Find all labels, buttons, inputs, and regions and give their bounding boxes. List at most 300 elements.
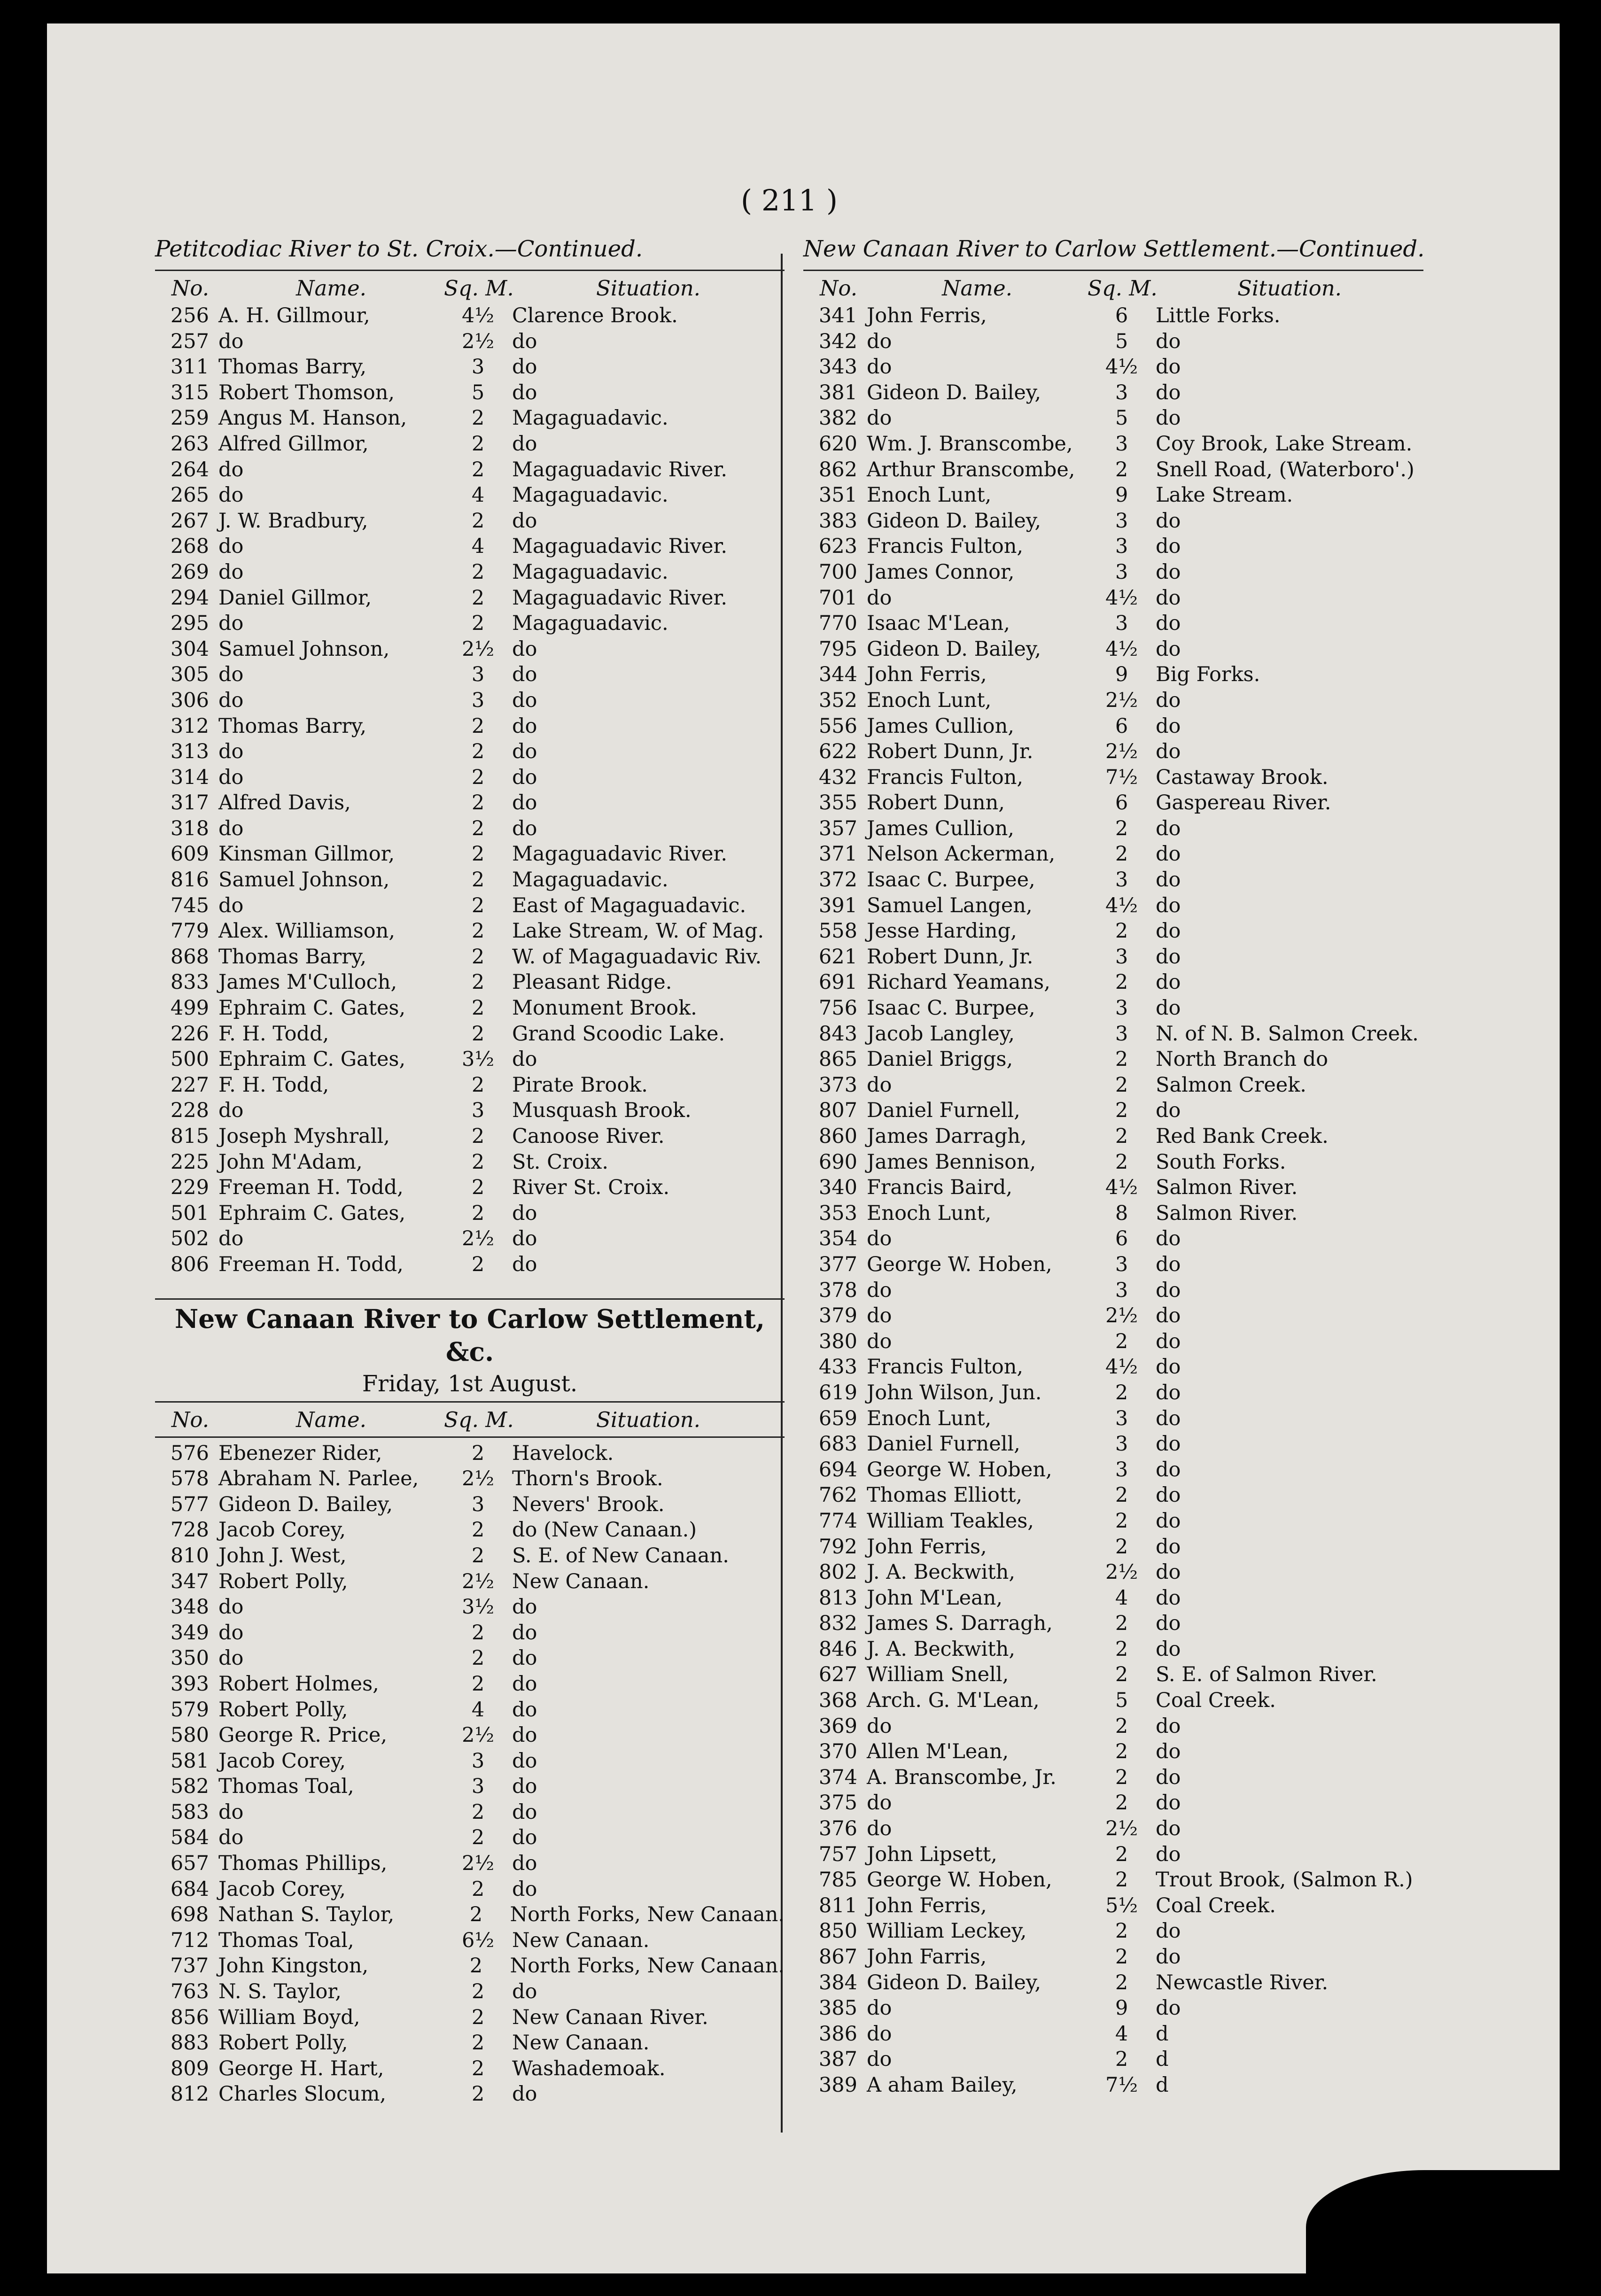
grantee-name: George W. Hoben,: [867, 1252, 1052, 1276]
lot-number: 259: [170, 406, 209, 430]
situation: do: [1156, 612, 1181, 636]
situation: Lake Stream, W. of Mag.: [512, 919, 764, 943]
grantee-name: Robert Dunn,: [867, 791, 1005, 815]
square-miles: 2: [1115, 458, 1128, 481]
grantee-name: John Lipsett,: [867, 1842, 997, 1866]
table-row: [155, 1201, 785, 1226]
square-miles: 3: [471, 688, 485, 712]
situation: do: [512, 765, 537, 789]
grantee-name: Jacob Langley,: [867, 1022, 1015, 1046]
situation: Magaguadavic.: [512, 612, 668, 636]
square-miles: 2½: [461, 329, 495, 353]
grantee-name: do: [867, 2048, 892, 2071]
square-miles: 2: [471, 1826, 485, 1850]
grantee-name: James Cullion,: [867, 714, 1014, 738]
grantee-name: do: [218, 765, 244, 789]
table-row: [803, 534, 1423, 559]
situation: do: [1156, 1637, 1181, 1661]
lot-number: 576: [170, 1441, 209, 1465]
square-miles: 2: [1115, 1791, 1128, 1815]
table-row: [155, 1175, 785, 1201]
lot-number: 352: [818, 688, 857, 712]
lot-number: 313: [170, 740, 209, 764]
lot-number: 757: [818, 1842, 857, 1866]
grantee-name: John J. West,: [218, 1544, 347, 1567]
square-miles: 2: [471, 509, 485, 533]
table-row: [803, 1893, 1423, 1919]
grantee-name: John M'Adam,: [218, 1150, 363, 1174]
square-miles: 2: [469, 1954, 483, 1978]
left2-rows: [155, 1441, 785, 2107]
header-name: Name.: [942, 276, 1012, 301]
lot-number: 318: [170, 816, 209, 840]
grantee-name: do: [867, 1073, 892, 1097]
situation: do: [1156, 1227, 1181, 1251]
table-row: [803, 508, 1423, 534]
situation: do: [1156, 842, 1181, 866]
square-miles: 2: [471, 1877, 485, 1901]
square-miles: 4½: [1105, 1355, 1138, 1379]
lot-number: 347: [170, 1569, 209, 1593]
square-miles: 2: [471, 714, 485, 738]
situation: do: [1156, 970, 1181, 994]
grantee-name: Thomas Elliott,: [867, 1483, 1023, 1507]
table-row: [803, 1380, 1423, 1406]
table-row: [155, 1543, 785, 1569]
table-row: [803, 1072, 1423, 1098]
table-row: [155, 1645, 785, 1671]
lot-number: 683: [818, 1432, 857, 1456]
square-miles: 2½: [461, 1569, 495, 1593]
grantee-name: do: [867, 406, 892, 430]
table-row: [155, 1748, 785, 1774]
grantee-name: A. H. Gillmour,: [218, 304, 370, 327]
grantee-name: Alfred Davis,: [218, 791, 351, 815]
situation: do: [1156, 1586, 1181, 1610]
lot-number: 700: [818, 560, 857, 584]
page-number: ( 211 ): [740, 183, 838, 217]
situation: do: [1156, 919, 1181, 943]
situation: do: [512, 1201, 537, 1225]
lot-number: 375: [818, 1791, 857, 1815]
lot-number: 883: [170, 2031, 209, 2055]
table-row: [155, 714, 785, 739]
situation: East of Magaguadavic.: [512, 893, 746, 917]
grantee-name: William Teakles,: [867, 1509, 1034, 1533]
lot-number: 691: [818, 970, 857, 994]
square-miles: 2: [1115, 1150, 1128, 1174]
lot-number: 380: [818, 1329, 857, 1353]
left-section-title: Petitcodiac River to St. Croix.—Continued.: [155, 236, 643, 262]
situation: do: [1156, 1535, 1181, 1559]
situation: New Canaan.: [512, 1928, 650, 1952]
square-miles: 2: [471, 406, 485, 430]
header-no: No.: [171, 1407, 209, 1432]
lot-number: 344: [818, 663, 857, 687]
grantee-name: Alex. Williamson,: [218, 919, 396, 943]
grantee-name: do: [867, 355, 892, 379]
lot-number: 577: [170, 1492, 209, 1516]
square-miles: 2: [471, 586, 485, 610]
lot-number: 756: [818, 996, 857, 1020]
grantee-name: Enoch Lunt,: [867, 1201, 992, 1225]
lot-number: 306: [170, 688, 209, 712]
lot-number: 621: [818, 945, 857, 969]
square-miles: 2: [471, 1518, 485, 1542]
situation: do: [512, 1621, 537, 1644]
square-miles: 2: [471, 1800, 485, 1824]
situation: do: [1156, 1252, 1181, 1276]
square-miles: 3: [471, 355, 485, 379]
grantee-name: Isaac C. Burpee,: [867, 868, 1035, 892]
situation: do: [1156, 637, 1181, 661]
lot-number: 815: [170, 1125, 209, 1148]
square-miles: 3: [1115, 1406, 1128, 1430]
situation: do: [1156, 1509, 1181, 1533]
situation: Magaguadavic River.: [512, 842, 728, 866]
lot-number: 383: [818, 509, 857, 533]
grantee-name: John Ferris,: [867, 304, 987, 327]
situation: do: [1156, 1842, 1181, 1866]
square-miles: 2: [471, 1672, 485, 1696]
grantee-name: Samuel Langen,: [867, 893, 1033, 917]
lot-number: 813: [818, 1586, 857, 1610]
table-row: [155, 1620, 785, 1646]
grantee-name: James Bennison,: [867, 1150, 1036, 1174]
situation: Big Forks.: [1156, 663, 1260, 687]
situation: Lake Stream.: [1156, 483, 1293, 507]
table-row: [803, 1995, 1423, 2021]
lot-number: 357: [818, 816, 857, 840]
situation: Thorn's Brook.: [512, 1467, 663, 1491]
situation: do: [512, 355, 537, 379]
grantee-name: Ebenezer Rider,: [218, 1441, 382, 1465]
square-miles: 3: [1115, 996, 1128, 1020]
grantee-name: Robert Dunn, Jr.: [867, 945, 1034, 969]
situation: do: [1156, 1612, 1181, 1636]
lot-number: 377: [818, 1252, 857, 1276]
table-row: [155, 431, 785, 457]
situation: do: [1156, 945, 1181, 969]
table-row: [155, 816, 785, 842]
grantee-name: Gideon D. Bailey,: [867, 637, 1041, 661]
situation: do: [512, 432, 537, 456]
lot-number: 343: [818, 355, 857, 379]
grantee-name: Jacob Corey,: [218, 1518, 346, 1542]
table-row: [803, 995, 1423, 1021]
square-miles: 2: [471, 2056, 485, 2080]
table-row: [155, 1569, 785, 1595]
situation: do: [1156, 868, 1181, 892]
lot-number: 351: [818, 483, 857, 507]
situation: do: [1156, 714, 1181, 738]
square-miles: 3: [1115, 380, 1128, 404]
situation: Clarence Brook.: [512, 304, 678, 327]
square-miles: 3: [1115, 868, 1128, 892]
lot-number: 812: [170, 2082, 209, 2106]
lot-number: 578: [170, 1467, 209, 1491]
square-miles: 2½: [461, 637, 495, 661]
square-miles: 4: [471, 483, 485, 507]
square-miles: 3: [471, 1749, 485, 1773]
table-row: [155, 918, 785, 944]
table-row: [155, 970, 785, 995]
situation: do: [512, 791, 537, 815]
situation: Salmon Creek.: [1156, 1073, 1306, 1097]
square-miles: 9: [1115, 1996, 1128, 2020]
lot-number: 623: [818, 535, 857, 558]
situation: do: [512, 509, 537, 533]
table-row: [155, 841, 785, 867]
situation: Canoose River.: [512, 1125, 665, 1148]
square-miles: 2½: [461, 1467, 495, 1491]
square-miles: 2: [1115, 1842, 1128, 1866]
grantee-name: do: [218, 1826, 244, 1850]
lot-number: 294: [170, 586, 209, 610]
table-row: [803, 1329, 1423, 1355]
square-miles: 4: [471, 535, 485, 558]
situation: do: [512, 663, 537, 687]
situation: N. of N. B. Salmon Creek.: [1156, 1022, 1419, 1046]
grantee-name: do: [867, 2022, 892, 2046]
lot-number: 868: [170, 945, 209, 969]
square-miles: 4½: [1105, 1176, 1138, 1200]
square-miles: 4½: [1105, 893, 1138, 917]
grantee-name: Enoch Lunt,: [867, 688, 992, 712]
situation: Grand Scoodic Lake.: [512, 1022, 725, 1046]
grantee-name: James Connor,: [867, 560, 1015, 584]
grantee-name: George R. Price,: [218, 1723, 388, 1747]
square-miles: 2½: [1105, 1560, 1138, 1584]
table-row: [155, 1517, 785, 1543]
situation: do: [512, 1723, 537, 1747]
table-row: [155, 1021, 785, 1047]
square-miles: 3: [471, 1492, 485, 1516]
lot-number: 556: [818, 714, 857, 738]
table-row: [155, 559, 785, 585]
grantee-name: Robert Polly,: [218, 1698, 348, 1722]
situation: New Canaan.: [512, 1569, 650, 1593]
grantee-name: John Farris,: [867, 1945, 987, 1969]
header-no: No.: [820, 276, 857, 301]
situation: do: [1156, 1996, 1181, 2020]
situation: Magaguadavic.: [512, 868, 668, 892]
situation: Red Bank Creek.: [1156, 1125, 1329, 1148]
situation: do: [512, 1852, 537, 1876]
situation: do: [1156, 816, 1181, 840]
grantee-name: Samuel Johnson,: [218, 868, 390, 892]
table-row: [803, 739, 1423, 765]
table-row: [803, 431, 1423, 457]
table-row: [155, 380, 785, 406]
lot-number: 862: [818, 458, 857, 481]
lot-number: 311: [170, 355, 209, 379]
square-miles: 3: [1115, 1432, 1128, 1456]
lot-number: 622: [818, 740, 857, 764]
lot-number: 370: [818, 1740, 857, 1764]
situation: do: [1156, 740, 1181, 764]
table-row: [155, 1098, 785, 1124]
table-row: [155, 1851, 785, 1877]
lot-number: 228: [170, 1099, 209, 1123]
situation: do: [512, 1775, 537, 1799]
square-miles: 2: [471, 2082, 485, 2106]
lot-number: 386: [818, 2022, 857, 2046]
lot-number: 792: [818, 1535, 857, 1559]
table-row: [803, 1739, 1423, 1765]
lot-number: 833: [170, 970, 209, 994]
grantee-name: Joseph Myshrall,: [218, 1125, 390, 1148]
square-miles: 2: [471, 868, 485, 892]
subheading-rule: [155, 1401, 785, 1403]
section-rule: [155, 1298, 785, 1300]
square-miles: 2½: [1105, 688, 1138, 712]
table-row: [155, 688, 785, 714]
situation: Pirate Brook.: [512, 1073, 648, 1097]
table-row: [803, 1790, 1423, 1816]
grantee-name: do: [218, 1099, 244, 1123]
situation: Magaguadavic.: [512, 406, 668, 430]
table-row: [155, 1671, 785, 1697]
square-miles: 2: [471, 1621, 485, 1644]
situation: do: [1156, 1919, 1181, 1943]
grantee-name: do: [218, 1800, 244, 1824]
square-miles: 6: [1115, 1227, 1128, 1251]
table-row: [155, 585, 785, 611]
table-row: [803, 918, 1423, 944]
table-row: [155, 765, 785, 791]
lot-number: 373: [818, 1073, 857, 1097]
table-row: [803, 380, 1423, 406]
situation: do: [1156, 560, 1181, 584]
lot-number: 712: [170, 1928, 209, 1952]
lot-number: 348: [170, 1595, 209, 1619]
situation: do: [512, 1227, 537, 1251]
table-row: [803, 1149, 1423, 1175]
square-miles: 2: [1115, 1381, 1128, 1404]
header-situation: Situation.: [596, 1407, 700, 1432]
lot-number: 393: [170, 1672, 209, 1696]
situation: do: [512, 1646, 537, 1670]
square-miles: 2: [471, 612, 485, 636]
table-row: [803, 1637, 1423, 1662]
grantee-name: Arthur Branscombe,: [867, 458, 1075, 481]
situation: do: [512, 688, 537, 712]
lot-number: 384: [818, 1970, 857, 1994]
situation: do: [512, 1252, 537, 1276]
square-miles: 2: [471, 1022, 485, 1046]
square-miles: 2: [1115, 1483, 1128, 1507]
lot-number: 580: [170, 1723, 209, 1747]
grantee-name: A aham Bailey,: [867, 2073, 1018, 2097]
table-row: [803, 1021, 1423, 1047]
lot-number: 350: [170, 1646, 209, 1670]
lot-number: 850: [818, 1919, 857, 1943]
lot-number: 502: [170, 1227, 209, 1251]
lot-number: 806: [170, 1252, 209, 1276]
table-row: [155, 1902, 785, 1928]
square-miles: 4: [1115, 1586, 1128, 1610]
table-row: [803, 1354, 1423, 1380]
situation: do: [1156, 355, 1181, 379]
header-sq: Sq. M.: [1088, 276, 1158, 301]
title-rule: [155, 270, 785, 271]
situation: do: [512, 1672, 537, 1696]
situation: do: [1156, 1791, 1181, 1815]
table-row: [803, 1278, 1423, 1303]
square-miles: 2: [1115, 1073, 1128, 1097]
left2-subheading: Friday, 1st August.: [362, 1370, 578, 1397]
table-row: [155, 1800, 785, 1825]
square-miles: 2½: [461, 1227, 495, 1251]
lot-number: 342: [818, 329, 857, 353]
grantee-name: Robert Thomson,: [218, 380, 395, 404]
situation: Coal Creek.: [1156, 1689, 1276, 1713]
grantee-name: Freeman H. Todd,: [218, 1252, 404, 1276]
square-miles: 2: [471, 893, 485, 917]
table-row: [155, 662, 785, 688]
grantee-name: do: [867, 1227, 892, 1251]
situation: do: [512, 740, 537, 764]
square-miles: 2: [471, 1073, 485, 1097]
square-miles: 3: [1115, 1458, 1128, 1482]
grantee-name: Ephraim C. Gates,: [218, 1201, 406, 1225]
lot-number: 433: [818, 1355, 857, 1379]
grantee-name: Francis Fulton,: [867, 765, 1024, 789]
grantee-name: Ephraim C. Gates,: [218, 1047, 406, 1071]
situation: do: [512, 1826, 537, 1850]
grantee-name: do: [867, 1714, 892, 1738]
situation: Coy Brook, Lake Stream.: [1156, 432, 1413, 456]
table-row: [803, 688, 1423, 714]
grantee-name: Thomas Barry,: [218, 945, 367, 969]
grantee-name: J. W. Bradbury,: [218, 509, 368, 533]
situation: do: [1156, 1304, 1181, 1328]
grantee-name: Enoch Lunt,: [867, 1406, 992, 1430]
square-miles: 8: [1115, 1201, 1128, 1225]
table-row: [155, 867, 785, 893]
square-miles: 2½: [461, 1852, 495, 1876]
table-row: [803, 329, 1423, 355]
grantee-name: do: [867, 1278, 892, 1302]
square-miles: 2: [1115, 919, 1128, 943]
table-row: [155, 405, 785, 431]
lot-number: 314: [170, 765, 209, 789]
situation: do: [1156, 1432, 1181, 1456]
table-row: [155, 457, 785, 483]
situation: do: [1156, 1945, 1181, 1969]
header-name: Name.: [296, 276, 366, 301]
situation: Trout Brook, (Salmon R.): [1156, 1868, 1413, 1892]
square-miles: 9: [1115, 663, 1128, 687]
lot-number: 816: [170, 868, 209, 892]
square-miles: 2: [1115, 1099, 1128, 1123]
grantee-name: Alfred Gillmor,: [218, 432, 369, 456]
lot-number: 795: [818, 637, 857, 661]
square-miles: 2: [471, 765, 485, 789]
square-miles: 2: [471, 1646, 485, 1670]
grantee-name: do: [218, 560, 244, 584]
square-miles: 2: [471, 2031, 485, 2055]
situation: Monument Brook.: [512, 996, 697, 1020]
grantee-name: Nathan S. Taylor,: [218, 1903, 395, 1927]
table-row: [155, 1594, 785, 1620]
grantee-name: George W. Hoben,: [867, 1458, 1052, 1482]
table-row: [803, 1662, 1423, 1688]
lot-number: 227: [170, 1073, 209, 1097]
situation: do: [512, 329, 537, 353]
table-row: [155, 1774, 785, 1800]
